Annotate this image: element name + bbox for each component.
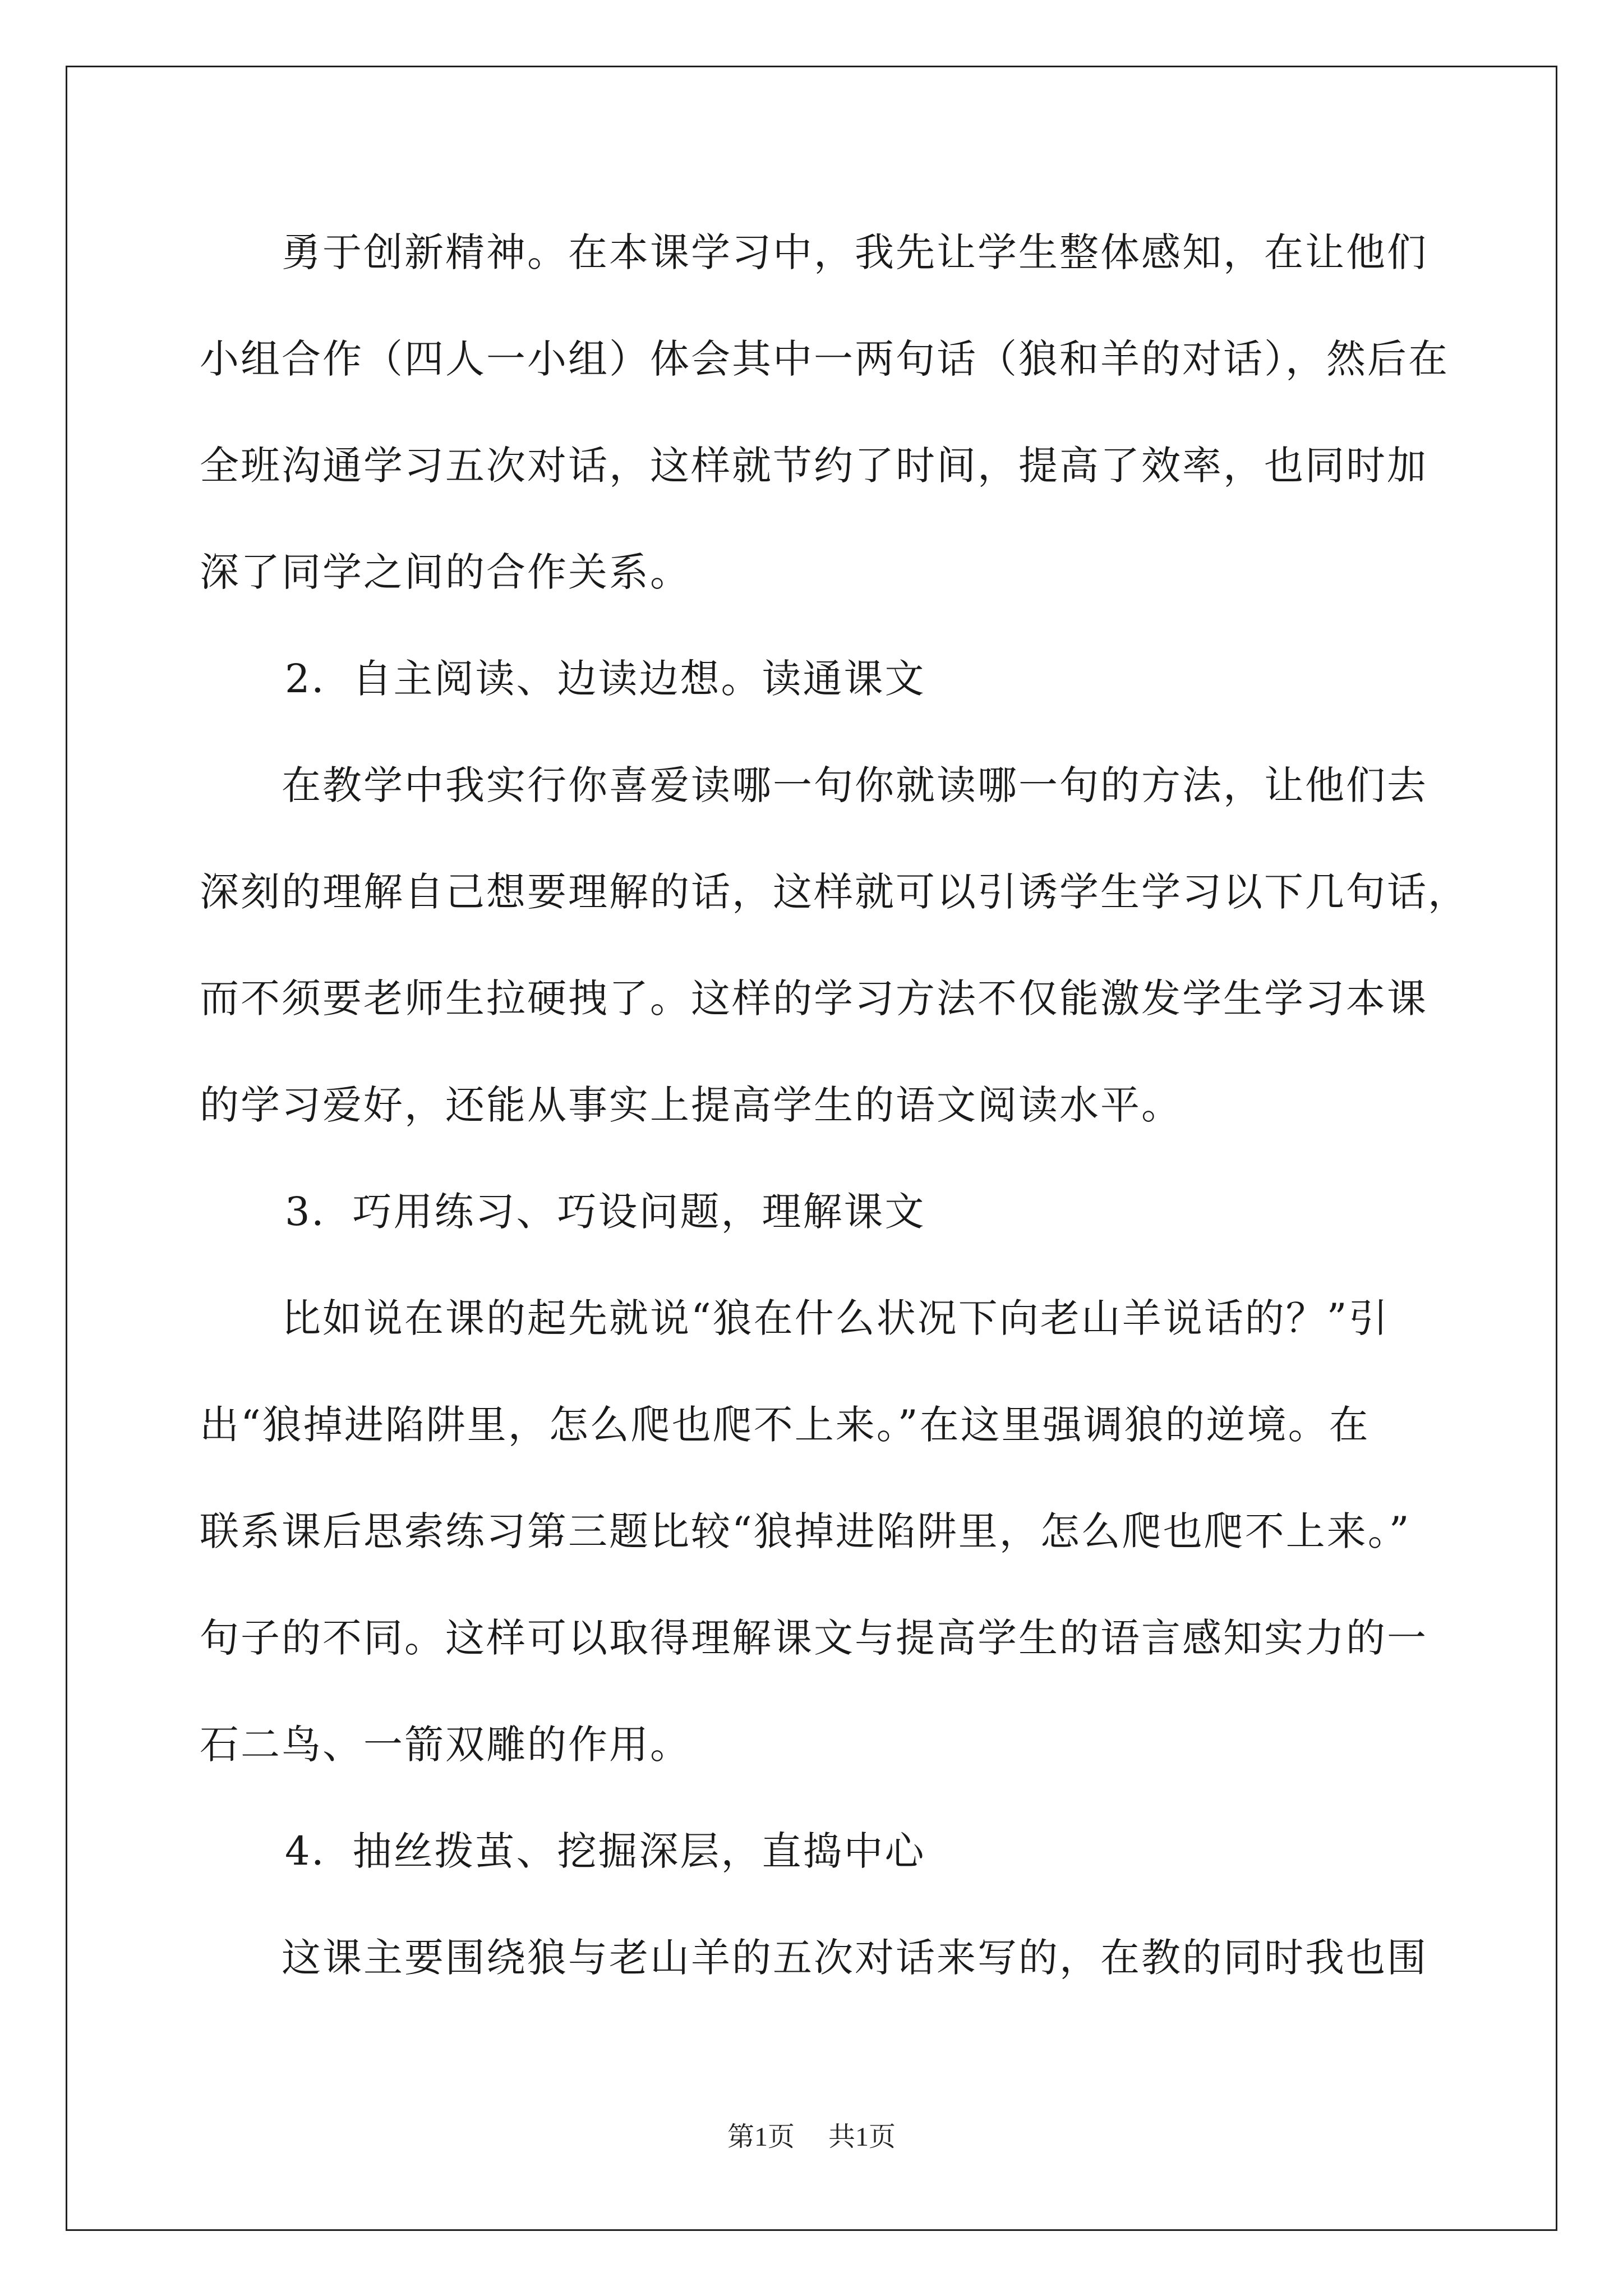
section-heading: 4．抽丝拨茧、挖掘深层，直捣中心 (285, 1828, 926, 1874)
text-line: 的学习爱好，还能从事实上提高学生的语文阅读水平。 (200, 1082, 1182, 1128)
text-line: 全班沟通学习五次对话，这样就节约了时间，提高了效率，也同时加 (200, 443, 1428, 489)
text-line: 句子的不同。这样可以取得理解课文与提高学生的语言感知实力的一 (200, 1615, 1428, 1661)
text-line: 勇于创新精神。在本课学习中，我先让学生整体感知，在让他们 (282, 229, 1428, 275)
text-line: 联系课后思索练习第三题比较“狼掉进陷阱里，怎么爬也爬不上来。” (200, 1508, 1411, 1554)
text-line: 比如说在课的起先就说“狼在什么状况下向老山羊说话的？”引 (282, 1295, 1390, 1341)
document-body (200, 216, 1469, 2028)
text-line: 深刻的理解自己想要理解的话，这样就可以引诱学生学习以下几句话， (200, 869, 1469, 915)
text-line: 这课主要围绕狼与老山羊的五次对话来写的，在教的同时我也围 (282, 1935, 1428, 1981)
text-line: 小组合作（四人一小组）体会其中一两句话（狼和羊的对话），然后在 (200, 336, 1449, 382)
text-line: 而不须要老师生拉硬拽了。这样的学习方法不仅能激发学生学习本课 (200, 976, 1428, 1022)
text-line: 在教学中我实行你喜爱读哪一句你就读哪一句的方法，让他们去 (282, 762, 1428, 808)
page-number: 第1页 (727, 2122, 795, 2152)
page-total: 共1页 (828, 2122, 896, 2152)
text-line: 石二鸟、一箭双雕的作用。 (200, 1722, 691, 1768)
text-line: 出“狼掉进陷阱里，怎么爬也爬不上来。”在这里强调狼的逆境。在 (200, 1402, 1370, 1448)
section-heading: 3．巧用练习、巧设问题，理解课文 (285, 1189, 926, 1235)
section-heading: 2．自主阅读、边读边想。读通课文 (285, 656, 926, 702)
page-footer (0, 2120, 1623, 2154)
text-line: 深了同学之间的合作关系。 (200, 549, 691, 595)
